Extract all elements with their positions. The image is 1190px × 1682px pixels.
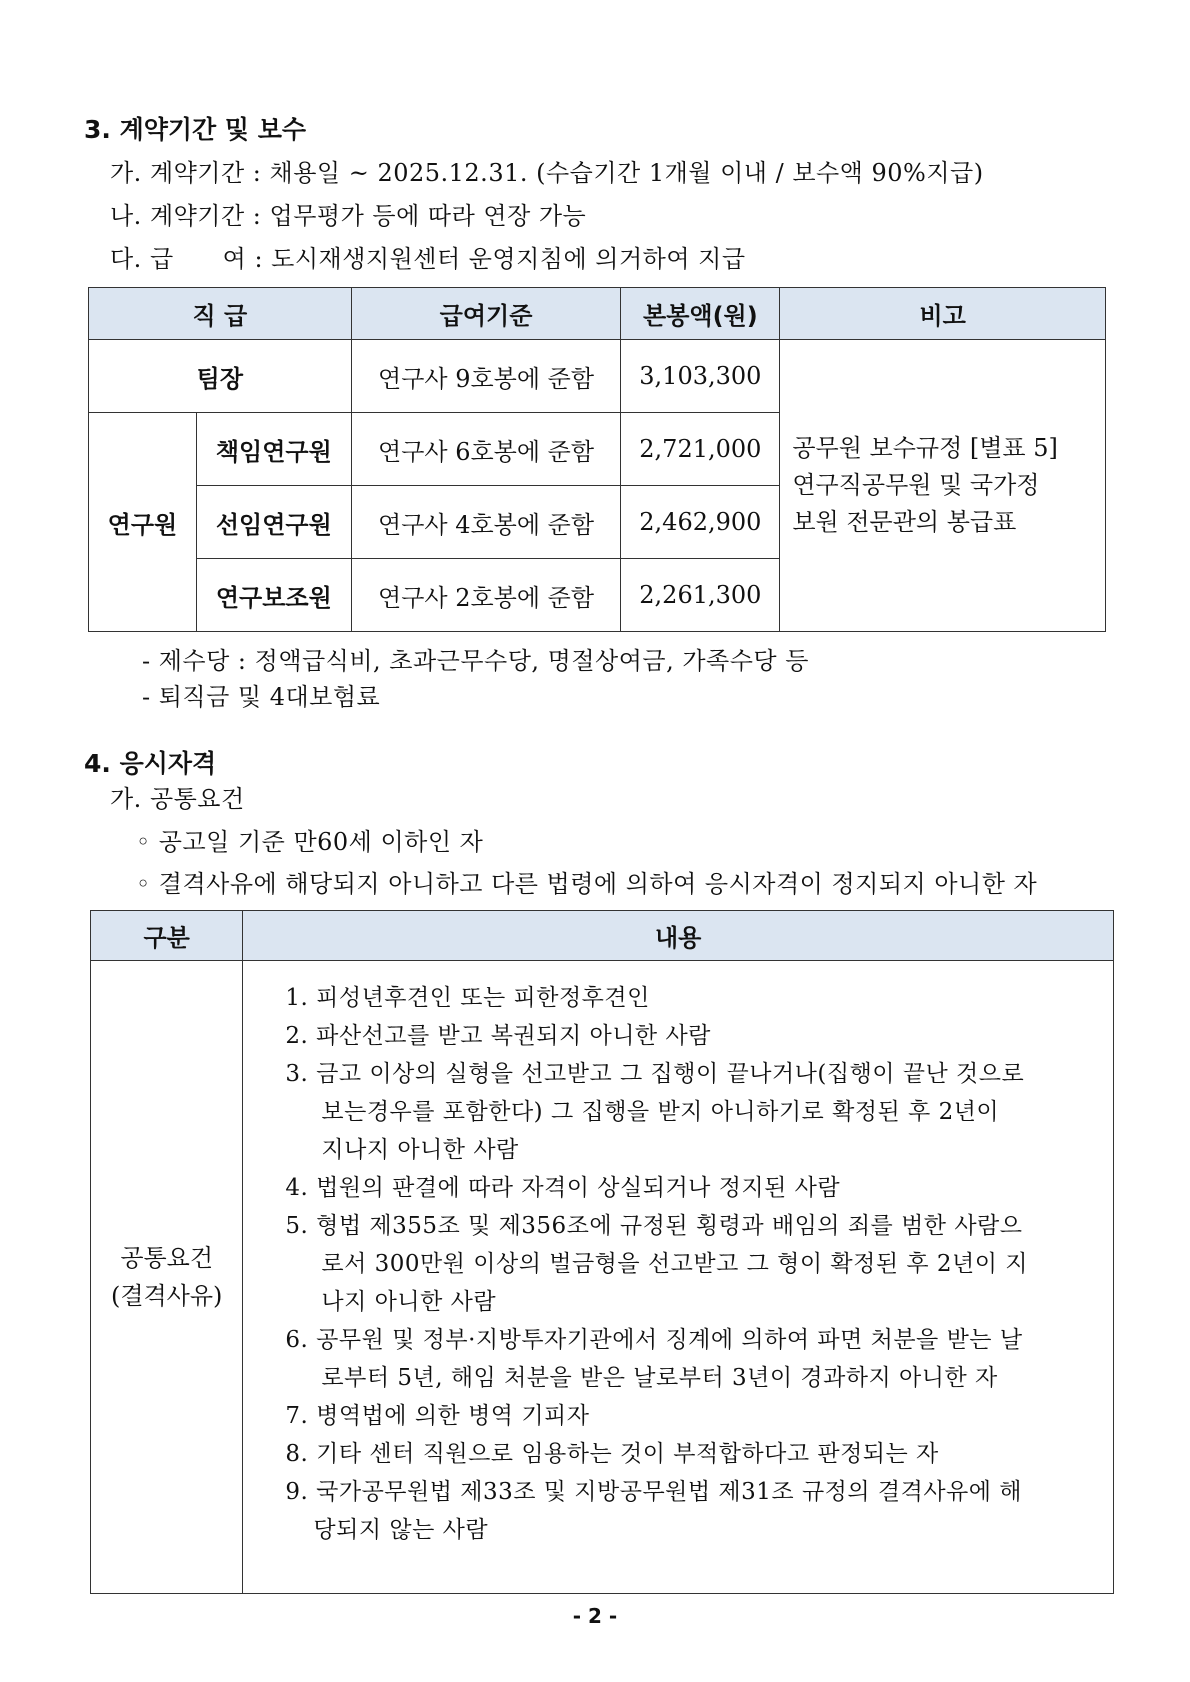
section4-title: 4. 응시자격 <box>84 749 217 778</box>
salary-line: 다. 급 여 : 도시재생지원센터 운영지침에 의거하여 지급 <box>110 245 746 273</box>
note-line: 공무원 보수규정 [별표 5] <box>792 434 1058 462</box>
header-amount: 본봉액(원) <box>621 288 780 340</box>
header-basis: 급여기준 <box>351 288 621 340</box>
note-cell <box>780 340 1106 632</box>
list-item-line: 지나지 아니한 사람 <box>321 1137 519 1163</box>
salary-table-header <box>89 288 1106 340</box>
severance-line: - 퇴직금 및 4대보험료 <box>142 683 381 711</box>
note-line: 연구직공무원 및 국가정 <box>792 471 1040 499</box>
table-row <box>91 961 1114 1594</box>
rank-cell: 팀장 <box>89 340 352 413</box>
amount-cell: 3,103,300 <box>621 340 780 413</box>
list-item-line: 5. 형법 제355조 및 제356조에 규정된 횡령과 배임의 죄를 범한 사람으 <box>285 1213 1023 1239</box>
category-line: 공통요건 <box>120 1244 214 1272</box>
header-rank: 직 급 <box>89 288 352 340</box>
list-item-line: 로부터 5년, 해임 처분을 받은 날로부터 3년이 경과하지 아니한 자 <box>321 1365 998 1391</box>
page-number: - 2 - <box>572 1604 618 1628</box>
rank-cell: 연구보조원 <box>196 559 351 632</box>
list-item-line: 보는경우를 포함한다) 그 집행을 받지 아니하기로 확정된 후 2년이 <box>321 1099 1000 1125</box>
note-line: 보원 전문관의 봉급표 <box>792 508 1017 536</box>
common-requirements-heading: 가. 공통요건 <box>110 785 245 813</box>
header-category: 구분 <box>91 911 243 961</box>
amount-cell: 2,462,900 <box>621 486 780 559</box>
list-item <box>285 1321 1103 1397</box>
list-item <box>285 1473 1103 1549</box>
list-item-line: 9. 국가공무원법 제33조 및 지방공무원법 제31조 규정의 결격사유에 해 <box>285 1479 1023 1505</box>
list-item: 1. 피성년후견인 또는 피한정후견인 <box>285 985 650 1011</box>
list-item: 4. 법원의 판결에 따라 자격이 상실되거나 정지된 사람 <box>285 1175 841 1201</box>
rank-cell: 선임연구원 <box>196 486 351 559</box>
amount-cell: 2,261,300 <box>621 559 780 632</box>
list-item <box>285 1055 1103 1169</box>
disqualification-table <box>90 910 1114 1594</box>
list-item: 2. 파산선고를 받고 복권되지 아니한 사람 <box>285 1023 711 1049</box>
category-line: (결격사유) <box>110 1282 223 1310</box>
basis-cell: 연구사 6호봉에 준함 <box>351 413 621 486</box>
list-item: 8. 기타 센터 직원으로 임용하는 것이 부적합하다고 판정되는 자 <box>285 1441 939 1467</box>
age-requirement-line: ◦ 공고일 기준 만60세 이하인 자 <box>136 828 484 856</box>
list-item-line: 6. 공무원 및 정부·지방투자기관에서 징계에 의하여 파면 처분을 받는 날 <box>285 1327 1023 1353</box>
basis-cell: 연구사 2호봉에 준함 <box>351 559 621 632</box>
contract-extension-line: 나. 계약기간 : 업무평가 등에 따라 연장 가능 <box>110 202 587 230</box>
section3-title: 3. 계약기간 및 보수 <box>84 115 307 144</box>
group-cell: 연구원 <box>89 413 197 632</box>
list-item-line: 나지 아니한 사람 <box>321 1289 497 1315</box>
header-content: 내용 <box>243 911 1114 961</box>
contract-period-line: 가. 계약기간 : 채용일 ~ 2025.12.31. (수습기간 1개월 이내 / 보수액 90%지급) <box>110 159 984 187</box>
list-item <box>285 1207 1103 1321</box>
basis-cell: 연구사 9호봉에 준함 <box>351 340 621 413</box>
list-item: 7. 병역법에 의한 병역 기피자 <box>285 1403 590 1429</box>
table-row <box>89 340 1106 413</box>
amount-cell: 2,721,000 <box>621 413 780 486</box>
category-cell <box>91 961 243 1594</box>
list-item-line: 로서 300만원 이상의 벌금형을 선고받고 그 형이 확정된 후 2년이 지 <box>321 1251 1028 1277</box>
basis-cell: 연구사 4호봉에 준함 <box>351 486 621 559</box>
content-cell <box>243 961 1114 1594</box>
disqualification-table-header <box>91 911 1114 961</box>
allowance-line: - 제수당 : 정액급식비, 초과근무수당, 명절상여금, 가족수당 등 <box>142 647 809 675</box>
list-item-line: 3. 금고 이상의 실형을 선고받고 그 집행이 끝나거나(집행이 끝난 것으로 <box>285 1061 1025 1087</box>
list-item-line: 당되지 않는 사람 <box>313 1517 489 1543</box>
header-note: 비고 <box>780 288 1106 340</box>
rank-cell: 책임연구원 <box>196 413 351 486</box>
disqualification-line: ◦ 결격사유에 해당되지 아니하고 다른 법령에 의하여 응시자격이 정지되지 아니한 자 <box>136 870 1038 898</box>
salary-table <box>88 287 1106 632</box>
